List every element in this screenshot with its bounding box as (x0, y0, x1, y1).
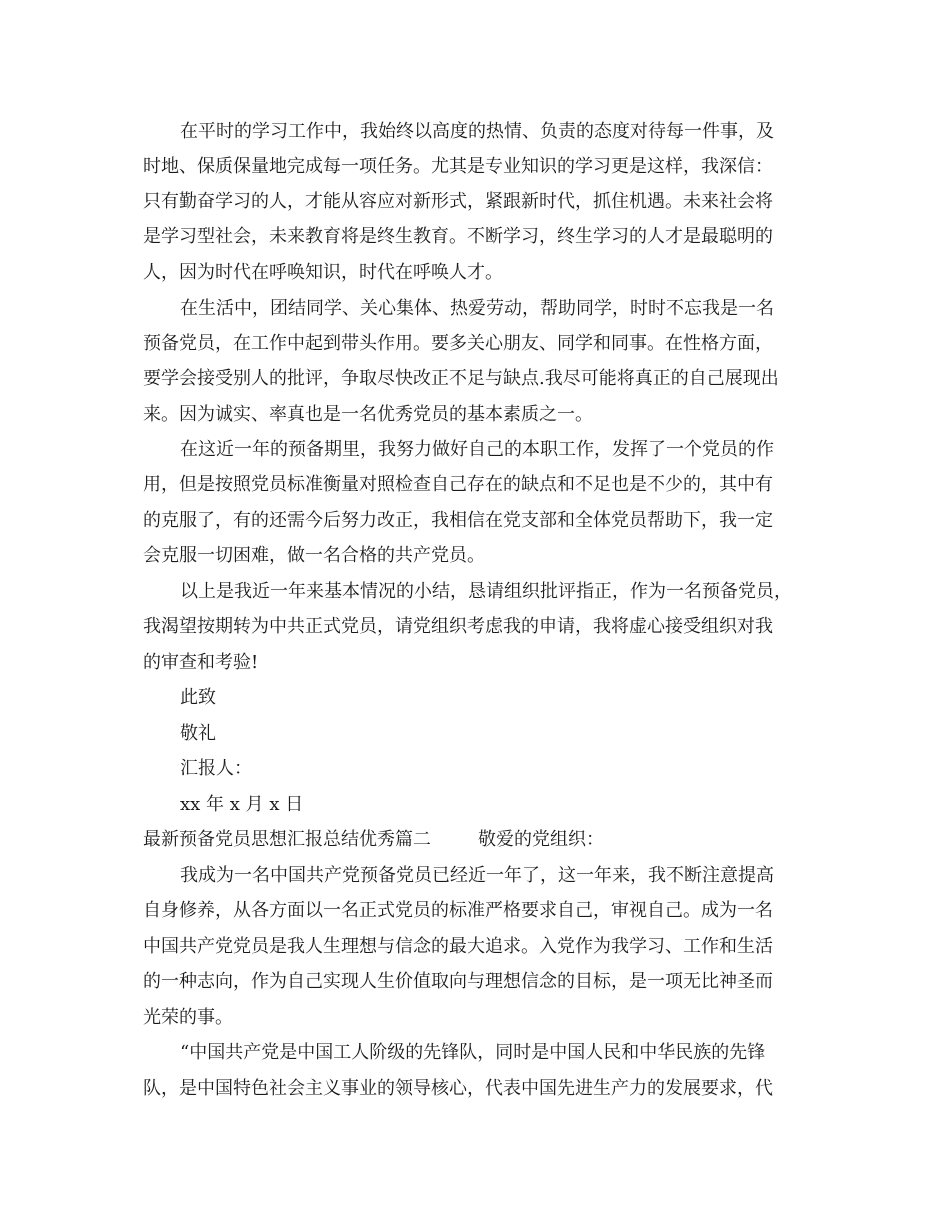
text-line: 的审查和考验! (143, 652, 259, 673)
text-line: 光荣的事。 (143, 1007, 233, 1028)
text-line: 是学习型社会，未来教育将是终生教育。不断学习，终生学习的人才是最聪明的 (143, 226, 773, 247)
text-line: 队，是中国特色社会主义事业的领导核心，代表中国先进生产力的发展要求，代 (143, 1078, 773, 1099)
text-line: 在平时的学习工作中，我始终以高度的热情、负责的态度对待每一件事，及 (180, 121, 774, 142)
text-line: 预备党员，在工作中起到带头作用。要多关心朋友、同学和同事。在性格方面， (143, 333, 773, 354)
text-line: 要学会接受别人的批评，争取尽快改正不足与缺点.我尽可能将真正的自己展现出 (143, 368, 779, 389)
salutation: 敬爱的党组织： (478, 829, 604, 850)
closing-line: 敬礼 (180, 723, 216, 744)
text-line: “中国共产党是中国工人阶级的先锋队，同时是中国人民和中华民族的先锋 (180, 1042, 766, 1063)
text-line: 以上是我近一年来基本情况的小结，恳请组织批评指正，作为一名预备党员， (180, 581, 792, 602)
signature-label: 汇报人： (180, 758, 252, 779)
text-line: 我成为一名中国共产党预备党员已经近一年了，这一年来，我不断注意提高 (180, 865, 774, 886)
text-line: 在这近一年的预备期里，我努力做好自己的本职工作，发挥了一个党员的作 (180, 439, 774, 460)
section-title: 最新预备党员思想汇报总结优秀篇二 (143, 829, 431, 850)
text-line: 中国共产党党员是我人生理想与信念的最大追求。入党作为我学习、工作和生活 (143, 936, 773, 957)
text-line: 会克服一切困难，做一名合格的共产党员。 (143, 545, 485, 566)
closing-line: 此致 (180, 687, 216, 708)
text-line: 时地、保质保量地完成每一项任务。尤其是专业知识的学习更是这样，我深信： (143, 156, 773, 177)
text-line: 我渴望按期转为中共正式党员，请党组织考虑我的申请，我将虚心接受组织对我 (143, 616, 773, 637)
text-line: 的一种志向，作为自己实现人生价值取向与理想信念的目标，是一项无比神圣而 (143, 971, 773, 992)
text-line: 只有勤奋学习的人，才能从容应对新形式，紧跟新时代，抓住机遇。未来社会将 (143, 191, 773, 212)
text-line: 来。因为诚实、率真也是一名优秀党员的基本素质之一。 (143, 404, 593, 425)
date-line: xx 年 x 月 x 日 (180, 794, 304, 815)
text-line: 在生活中，团结同学、关心集体、热爱劳动，帮助同学，时时不忘我是一名 (180, 298, 774, 319)
text-line: 人，因为时代在呼唤知识，时代在呼唤人才。 (143, 262, 503, 283)
text-line: 的克服了，有的还需今后努力改正，我相信在党支部和全体党员帮助下，我一定 (143, 510, 773, 531)
text-line: 用，但是按照党员标准衡量对照检查自己存在的缺点和不足也是不少的，其中有 (143, 474, 773, 495)
text-line: 自身修养，从各方面以一名正式党员的标准严格要求自己，审视自己。成为一名 (143, 900, 773, 921)
